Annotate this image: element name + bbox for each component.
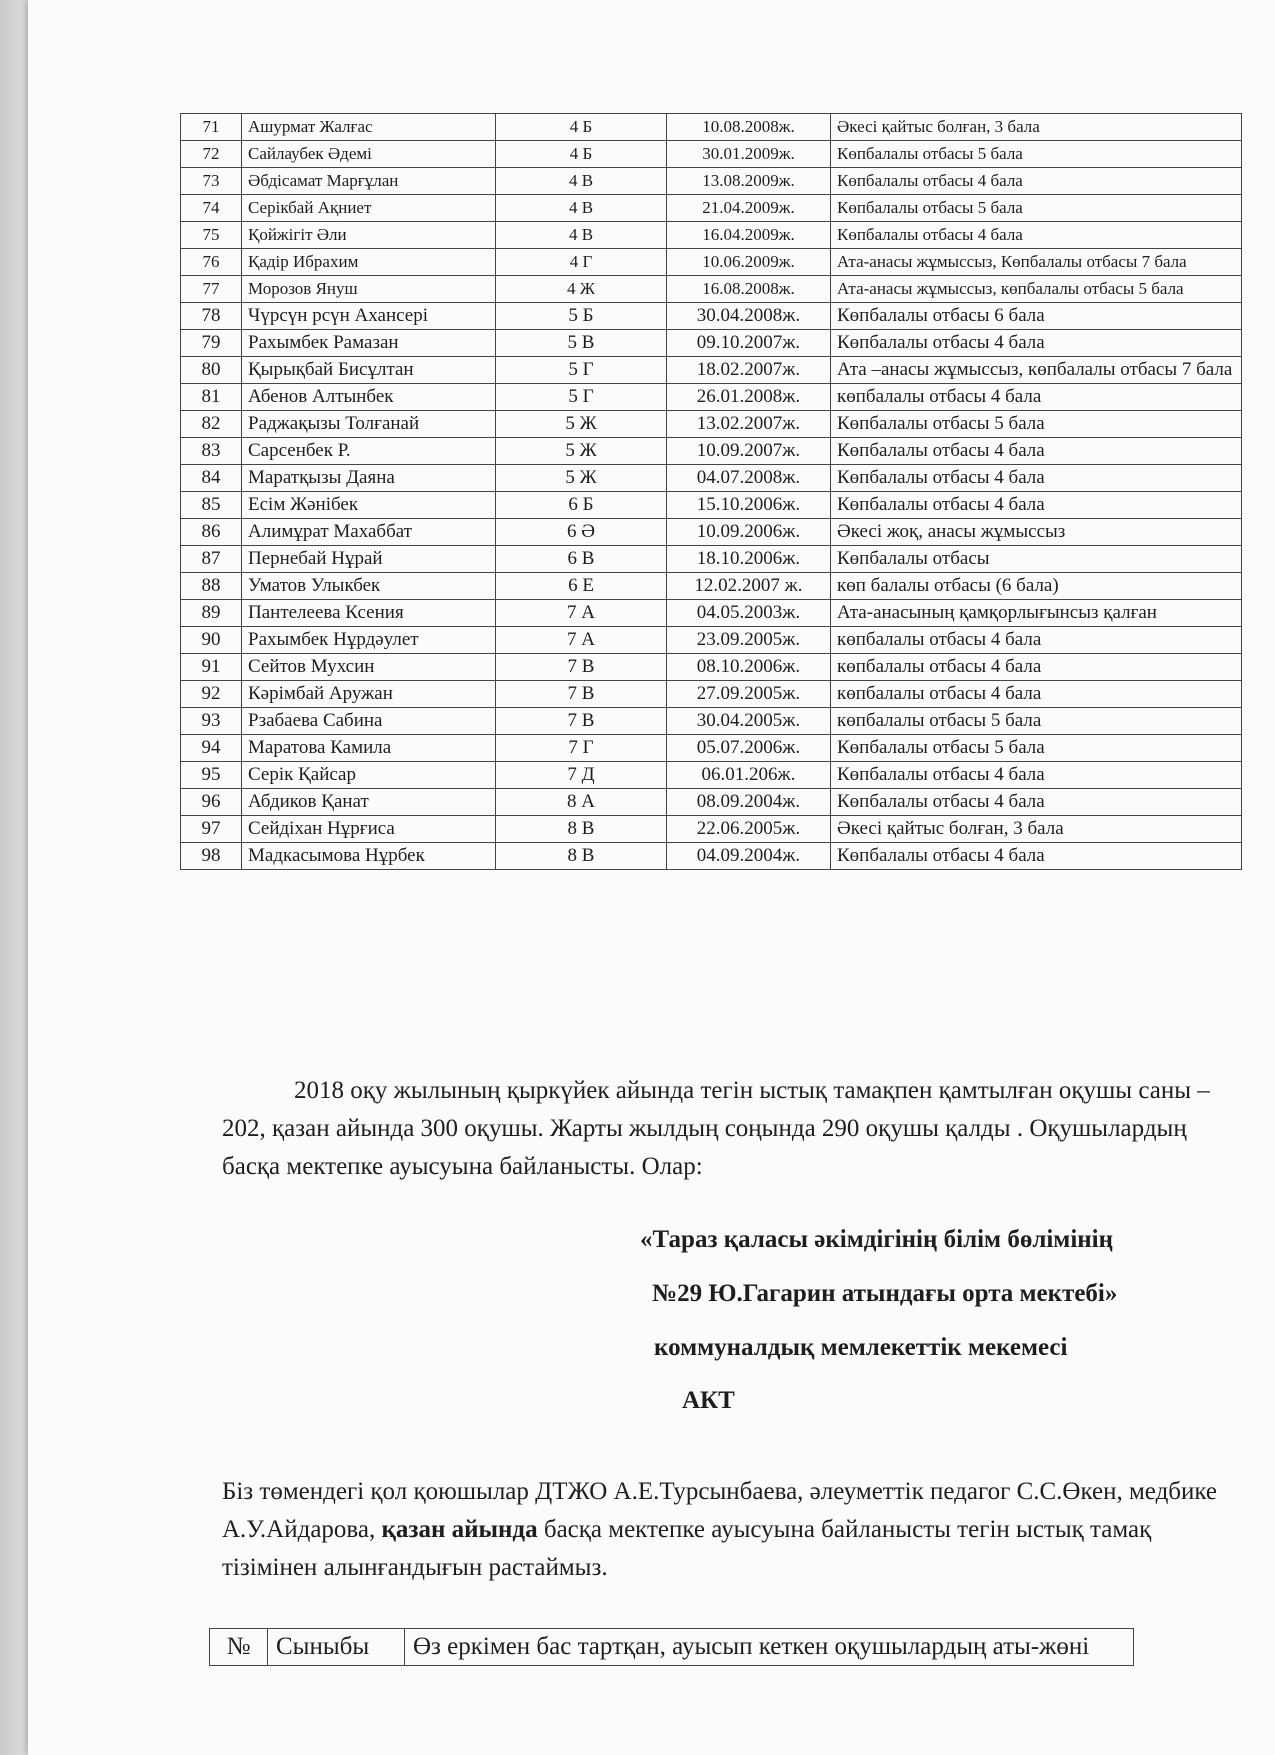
family-status: Көпбалалы отбасы 6 бала (831, 303, 1242, 330)
student-name: Мадкасымова Нұрбек (242, 843, 496, 870)
table-row (181, 843, 1242, 870)
row-number: 89 (181, 600, 242, 627)
student-class: 7 Г (496, 735, 667, 762)
birth-date: 10.09.2007ж. (667, 438, 831, 465)
family-status: көпбалалы отбасы 5 бала (831, 708, 1242, 735)
birth-date: 18.10.2006ж. (667, 546, 831, 573)
row-number: 78 (181, 303, 242, 330)
student-name: Чүрсүн рсүн Ахансері (242, 303, 496, 330)
row-number: 84 (181, 465, 242, 492)
row-number: 76 (181, 249, 242, 276)
summary-text: 2018 оқу жылының қыркүйек айында тегін ыстық тамақпен қамтылған оқушы саны – 202, қазан айында 300 оқушы. Жарты жылдың соңында 290 оқушы қалды . Оқушылардың басқа мектепке ауысуына байланысты. Олар: (222, 1077, 1210, 1180)
family-status: Көпбалалы отбасы 4 бала (831, 762, 1242, 789)
summary-paragraph (222, 1072, 1242, 1186)
student-name: Қырықбай Бисұлтан (242, 357, 496, 384)
act-text-start: Біз төмендегі қол қоюшылар ДТЖО А.Е.Турсынбаева, әлеуметтік педагог С.С.Өкен, медбике А.У.Айдарова, (222, 1478, 1218, 1543)
family-status: Әкесі қайтыс болған, 3 бала (831, 114, 1242, 141)
family-status: Көпбалалы отбасы 4 бала (831, 789, 1242, 816)
row-number: 72 (181, 141, 242, 168)
birth-date: 21.04.2009ж. (667, 195, 831, 222)
row-number: 81 (181, 384, 242, 411)
act-text-end: басқа мектепке ауысуына байланысты тегін ыстық тамақ тізімінен алынғандығын растаймыз. (222, 1516, 1152, 1581)
student-name: Сейтов Мухсин (242, 654, 496, 681)
row-number: 86 (181, 519, 242, 546)
student-name: Қадір Ибрахим (242, 249, 496, 276)
student-name: Уматов Улыкбек (242, 573, 496, 600)
table-row (181, 816, 1242, 843)
row-number: 87 (181, 546, 242, 573)
table-row (181, 546, 1242, 573)
student-class: 4 Г (496, 249, 667, 276)
student-class: 4 В (496, 222, 667, 249)
student-class: 6 Б (496, 492, 667, 519)
student-class: 8 А (496, 789, 667, 816)
row-number: 98 (181, 843, 242, 870)
row-number: 74 (181, 195, 242, 222)
table-row (181, 681, 1242, 708)
student-name: Рахымбек Рамазан (242, 330, 496, 357)
table-row (181, 465, 1242, 492)
family-status: көпбалалы отбасы 4 бала (831, 654, 1242, 681)
birth-date: 08.10.2006ж. (667, 654, 831, 681)
student-class: 7 А (496, 627, 667, 654)
birth-date: 16.04.2009ж. (667, 222, 831, 249)
student-class: 5 Г (496, 357, 667, 384)
student-class: 5 Б (496, 303, 667, 330)
row-number: 90 (181, 627, 242, 654)
birth-date: 22.06.2005ж. (667, 816, 831, 843)
row-number: 91 (181, 654, 242, 681)
student-name: Рзабаева Сабина (242, 708, 496, 735)
student-name: Сарсенбек Р. (242, 438, 496, 465)
student-name: Пернебай Нұрай (242, 546, 496, 573)
student-class: 5 Ж (496, 438, 667, 465)
table-row (181, 249, 1242, 276)
table-row (181, 357, 1242, 384)
row-number: 79 (181, 330, 242, 357)
student-name: Әбдісамат Марғұлан (242, 168, 496, 195)
table-row (181, 627, 1242, 654)
act-col-number: № (210, 1629, 268, 1666)
birth-date: 12.02.2007 ж. (667, 573, 831, 600)
birth-date: 30.01.2009ж. (667, 141, 831, 168)
birth-date: 10.06.2009ж. (667, 249, 831, 276)
student-class: 7 А (496, 600, 667, 627)
student-name: Алимұрат Махаббат (242, 519, 496, 546)
student-name: Ашурмат Жалғас (242, 114, 496, 141)
org-line-2: №29 Ю.Гагарин атындағы орта мектебі» (652, 1280, 1118, 1307)
family-status: Көпбалалы отбасы 5 бала (831, 141, 1242, 168)
student-name: Раджақызы Толғанай (242, 411, 496, 438)
student-class: 7 В (496, 681, 667, 708)
table-row (181, 303, 1242, 330)
family-status: Көпбалалы отбасы (831, 546, 1242, 573)
table-row (181, 789, 1242, 816)
row-number: 82 (181, 411, 242, 438)
table-row (181, 384, 1242, 411)
family-status: көпбалалы отбасы 4 бала (831, 681, 1242, 708)
student-name: Маратқызы Даяна (242, 465, 496, 492)
student-class: 4 В (496, 195, 667, 222)
student-class: 5 Ж (496, 465, 667, 492)
table-row (181, 168, 1242, 195)
birth-date: 05.07.2006ж. (667, 735, 831, 762)
birth-date: 18.02.2007ж. (667, 357, 831, 384)
birth-date: 04.07.2008ж. (667, 465, 831, 492)
family-status: Ата-анасы жұмыссыз, көпбалалы отбасы 5 бала (831, 276, 1242, 303)
row-number: 80 (181, 357, 242, 384)
student-class: 4 В (496, 168, 667, 195)
birth-date: 30.04.2008ж. (667, 303, 831, 330)
student-name: Рахымбек Нұрдәулет (242, 627, 496, 654)
birth-date: 06.01.206ж. (667, 762, 831, 789)
family-status: Көпбалалы отбасы 5 бала (831, 735, 1242, 762)
row-number: 96 (181, 789, 242, 816)
student-class: 6 В (496, 546, 667, 573)
row-number: 77 (181, 276, 242, 303)
table-row (181, 492, 1242, 519)
student-class: 4 Ж (496, 276, 667, 303)
org-line-3: коммуналдық мемлекеттік мекемесі (654, 1334, 1068, 1361)
family-status: Ата-анасының қамқорлығынсыз қалған (831, 600, 1242, 627)
student-name: Серік Қайсар (242, 762, 496, 789)
birth-date: 10.09.2006ж. (667, 519, 831, 546)
student-class: 5 Г (496, 384, 667, 411)
act-table (209, 1628, 1134, 1666)
student-name: Қойжігіт Әли (242, 222, 496, 249)
row-number: 93 (181, 708, 242, 735)
student-name: Маратова Камила (242, 735, 496, 762)
table-row (181, 600, 1242, 627)
family-status: Көпбалалы отбасы 4 бала (831, 843, 1242, 870)
family-status: Көпбалалы отбасы 5 бала (831, 195, 1242, 222)
student-class: 7 В (496, 708, 667, 735)
student-class: 7 В (496, 654, 667, 681)
row-number: 94 (181, 735, 242, 762)
table-row (181, 114, 1242, 141)
student-name: Морозов Януш (242, 276, 496, 303)
table-row (181, 519, 1242, 546)
student-name: Сейдіхан Нұрғиса (242, 816, 496, 843)
table-row (181, 654, 1242, 681)
family-status: көпбалалы отбасы 4 бала (831, 384, 1242, 411)
birth-date: 15.10.2006ж. (667, 492, 831, 519)
student-name: Абдиков Қанат (242, 789, 496, 816)
student-name: Кәрімбай Аружан (242, 681, 496, 708)
student-class: 4 Б (496, 114, 667, 141)
row-number: 73 (181, 168, 242, 195)
student-name: Есім Жәнібек (242, 492, 496, 519)
family-status: Әкесі қайтыс болған, 3 бала (831, 816, 1242, 843)
act-col-class: Сыныбы (268, 1629, 405, 1666)
family-status: Көпбалалы отбасы 4 бала (831, 330, 1242, 357)
student-class: 6 Ә (496, 519, 667, 546)
table-row (181, 411, 1242, 438)
row-number: 83 (181, 438, 242, 465)
student-list-table (180, 113, 1242, 870)
row-number: 71 (181, 114, 242, 141)
row-number: 97 (181, 816, 242, 843)
birth-date: 16.08.2008ж. (667, 276, 831, 303)
birth-date: 04.05.2003ж. (667, 600, 831, 627)
act-text-emphasis: қазан айында (381, 1516, 538, 1543)
student-class: 5 Ж (496, 411, 667, 438)
org-line-1: «Тараз қаласы әкімдігінің білім бөлімінің (640, 1226, 1114, 1253)
act-table-header (210, 1629, 1134, 1666)
student-name: Абенов Алтынбек (242, 384, 496, 411)
family-status: көп балалы отбасы (6 бала) (831, 573, 1242, 600)
student-class: 7 Д (496, 762, 667, 789)
birth-date: 04.09.2004ж. (667, 843, 831, 870)
table-row (181, 573, 1242, 600)
family-status: Көпбалалы отбасы 4 бала (831, 438, 1242, 465)
row-number: 75 (181, 222, 242, 249)
family-status: Көпбалалы отбасы 4 бала (831, 222, 1242, 249)
table-row (181, 222, 1242, 249)
table-row (181, 195, 1242, 222)
act-title: АКТ (682, 1387, 735, 1414)
birth-date: 30.04.2005ж. (667, 708, 831, 735)
student-class: 4 Б (496, 141, 667, 168)
family-status: Ата-анасы жұмыссыз, Көпбалалы отбасы 7 бала (831, 249, 1242, 276)
row-number: 95 (181, 762, 242, 789)
student-list-body (181, 114, 1242, 870)
student-name: Сайлаубек Әдемі (242, 141, 496, 168)
student-class: 5 В (496, 330, 667, 357)
row-number: 92 (181, 681, 242, 708)
table-row (181, 438, 1242, 465)
family-status: Көпбалалы отбасы 5 бала (831, 411, 1242, 438)
birth-date: 09.10.2007ж. (667, 330, 831, 357)
family-status: Әкесі жоқ, анасы жұмыссыз (831, 519, 1242, 546)
birth-date: 10.08.2008ж. (667, 114, 831, 141)
row-number: 88 (181, 573, 242, 600)
family-status: Ата –анасы жұмыссыз, көпбалалы отбасы 7 бала (831, 357, 1242, 384)
birth-date: 23.09.2005ж. (667, 627, 831, 654)
table-row (181, 708, 1242, 735)
birth-date: 13.08.2009ж. (667, 168, 831, 195)
table-row (181, 276, 1242, 303)
student-class: 8 В (496, 843, 667, 870)
family-status: көпбалалы отбасы 4 бала (831, 627, 1242, 654)
act-paragraph (222, 1473, 1242, 1587)
birth-date: 26.01.2008ж. (667, 384, 831, 411)
family-status: Көпбалалы отбасы 4 бала (831, 465, 1242, 492)
student-name: Серікбай Ақниет (242, 195, 496, 222)
table-row (181, 330, 1242, 357)
student-class: 6 Е (496, 573, 667, 600)
row-number: 85 (181, 492, 242, 519)
table-row (181, 141, 1242, 168)
birth-date: 08.09.2004ж. (667, 789, 831, 816)
birth-date: 27.09.2005ж. (667, 681, 831, 708)
student-class: 8 В (496, 816, 667, 843)
family-status: Көпбалалы отбасы 4 бала (831, 492, 1242, 519)
family-status: Көпбалалы отбасы 4 бала (831, 168, 1242, 195)
act-col-names: Өз еркімен бас тартқан, ауысып кеткен оқушылардың аты-жөні (405, 1629, 1134, 1666)
table-row (181, 762, 1242, 789)
table-row (181, 735, 1242, 762)
student-name: Пантелеева Ксения (242, 600, 496, 627)
birth-date: 13.02.2007ж. (667, 411, 831, 438)
